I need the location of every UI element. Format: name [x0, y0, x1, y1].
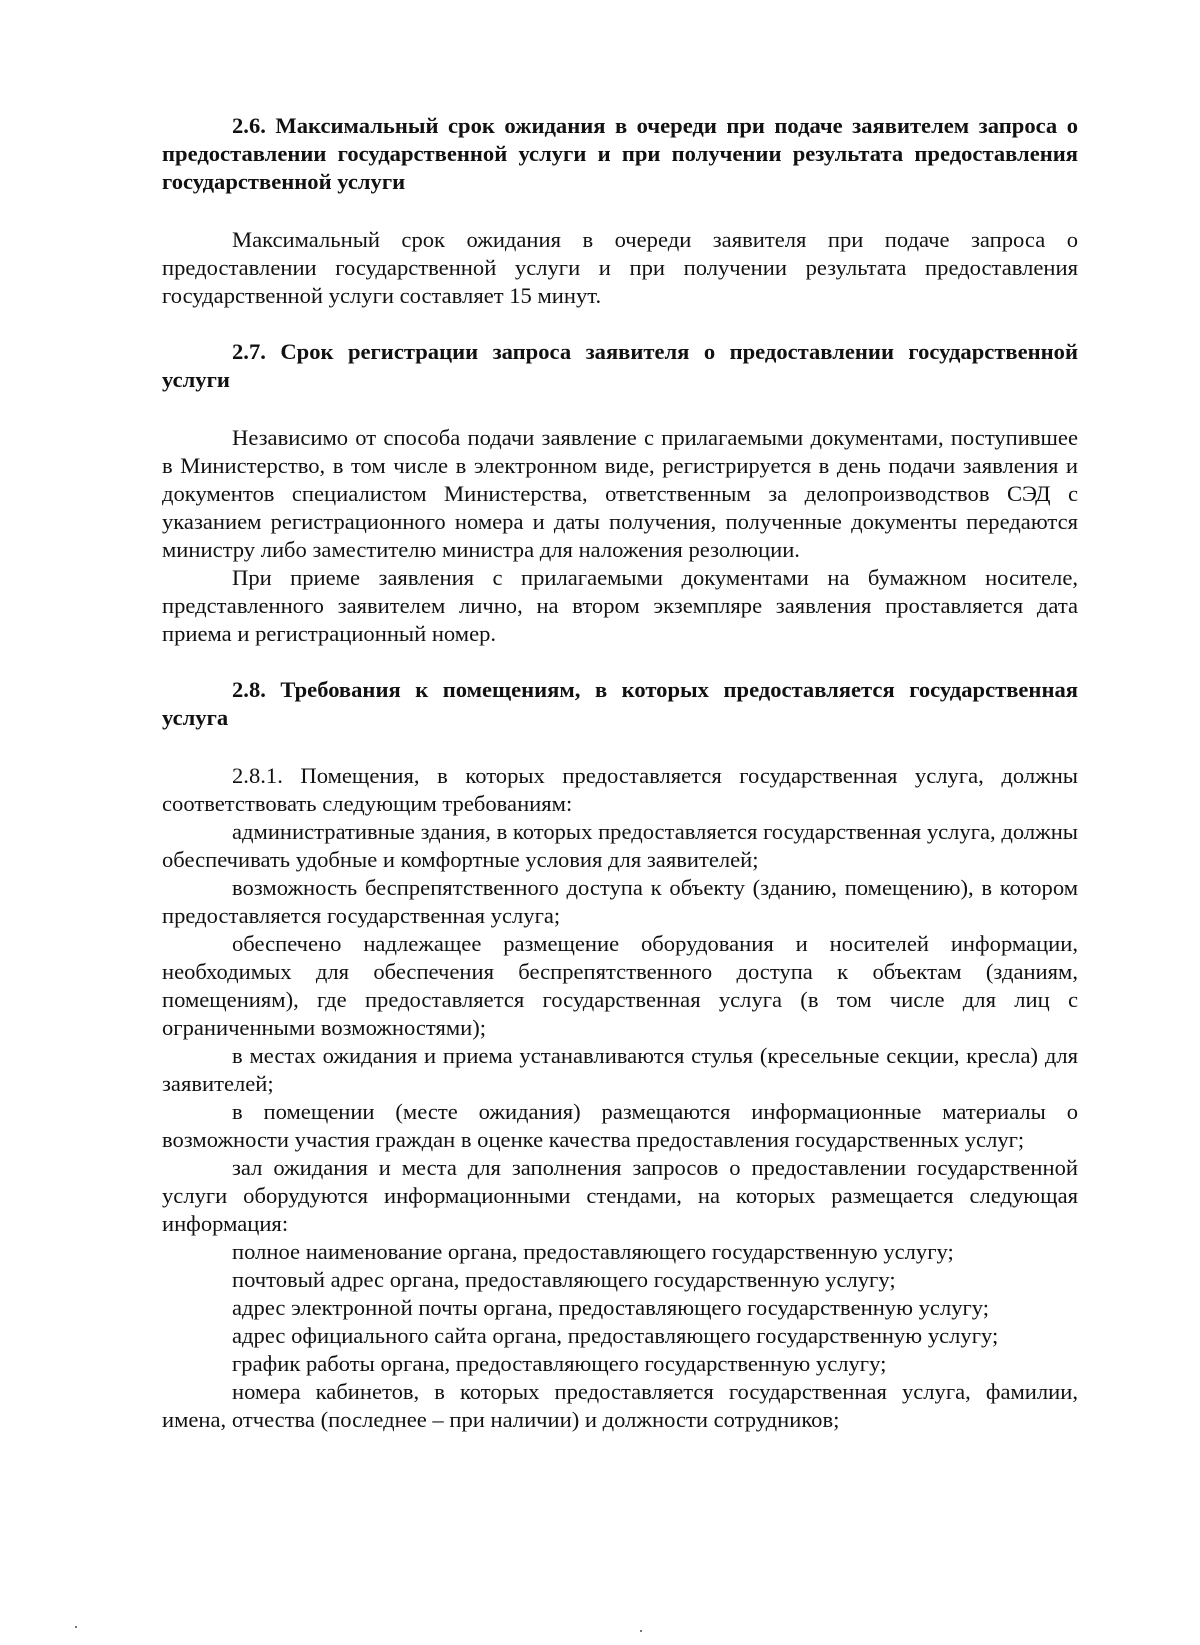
list-item: в местах ожидания и приема устанавливаются стулья (кресельные секции, кресла) для заявителей;: [162, 1043, 1078, 1096]
list-item: номера кабинетов, в которых предоставляется государственная услуга, фамилии, имена, отчества (последнее – при наличии) и должности сотрудников;: [162, 1379, 1078, 1432]
list-item: зал ожидания и места для заполнения запросов о предоставлении государственной услуги оборудуются информационными стендами, на которых размещается следующая информация:: [162, 1155, 1078, 1236]
list-item: возможность беспрепятственного доступа к объекту (зданию, помещению), в котором предоставляется государственная услуга;: [162, 875, 1078, 928]
section-heading-2-6: 2.6. Максимальный срок ожидания в очереди при подаче заявителем запроса о предоставлении государственной услуги и при получении результата предоставления государственной услуги: [162, 113, 1078, 194]
paragraph: 2.8.1. Помещения, в которых предоставляется государственная услуга, должны соответствовать следующим требованиям:: [162, 763, 1078, 816]
list-item: почтовый адрес органа, предоставляющего государственную услугу;: [232, 1267, 896, 1292]
list-item: в помещении (месте ожидания) размещаются информационные материалы о возможности участия граждан в оценке качества предоставления государственных услуг;: [162, 1099, 1078, 1152]
scan-speck: [640, 1630, 642, 1632]
list-item: административные здания, в которых предоставляется государственная услуга, должны обеспечивать удобные и комфортные условия для заявителей;: [162, 819, 1078, 872]
document-page: [162, 112, 1078, 1434]
list-item: обеспечено надлежащее размещение оборудования и носителей информации, необходимых для обеспечения беспрепятственного доступа к объектам (зданиям, помещениям), где предоставляется государственная услуга (в том числе для лиц с ограниченными возможностями);: [162, 931, 1078, 1040]
paragraph: Независимо от способа подачи заявление с прилагаемыми документами, поступившее в Министерство, в том числе в электронном виде, регистрируется в день подачи заявления и документов специалистом Министерства, ответственным за делопроизводствов СЭД с указанием регистрационного номера и даты получения, полученные документы передаются министру либо заместителю министра для наложения резолюции.: [162, 425, 1078, 562]
paragraph: Максимальный срок ожидания в очереди заявителя при подаче запроса о предоставлении государственной услуги и при получении результата предоставления государственной услуги составляет 15 минут.: [162, 227, 1078, 308]
scan-speck: [75, 1626, 77, 1628]
section-heading-2-8: 2.8. Требования к помещениям, в которых предоставляется государственная услуга: [162, 677, 1078, 730]
list-item: полное наименование органа, предоставляющего государственную услугу;: [232, 1239, 954, 1264]
list-item: график работы органа, предоставляющего государственную услугу;: [232, 1351, 887, 1376]
list-item: адрес официального сайта органа, предоставляющего государственную услугу;: [232, 1323, 999, 1348]
list-item: адрес электронной почты органа, предоставляющего государственную услугу;: [232, 1295, 990, 1320]
section-heading-2-7: 2.7. Срок регистрации запроса заявителя о предоставлении государственной услуги: [162, 339, 1078, 392]
paragraph: При приеме заявления с прилагаемыми документами на бумажном носителе, представленного заявителем лично, на втором экземпляре заявления проставляется дата приема и регистрационный номер.: [162, 565, 1078, 646]
